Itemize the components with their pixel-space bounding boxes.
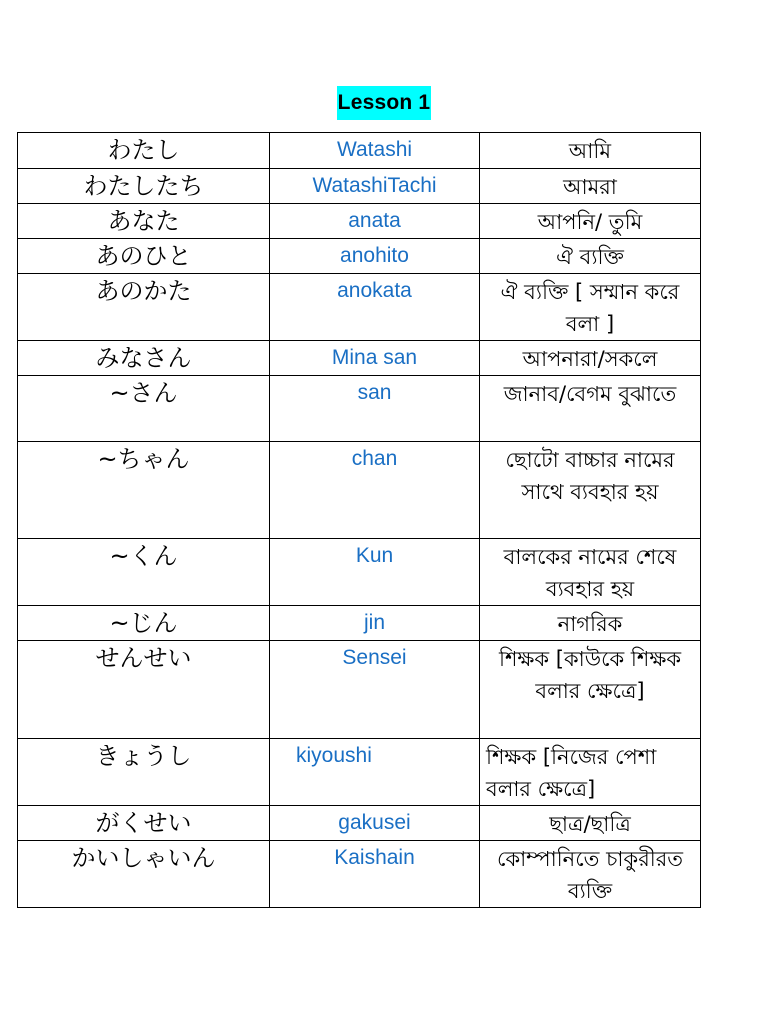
- romaji-cell: anokata: [270, 274, 480, 341]
- romaji-cell: san: [270, 376, 480, 442]
- title-wrap: [0, 86, 768, 120]
- romaji-cell: Mina san: [270, 341, 480, 376]
- bengali-cell: নাগরিক: [480, 606, 701, 641]
- table-row: [18, 806, 701, 841]
- table-row: [18, 841, 701, 908]
- romaji-cell: Watashi: [270, 133, 480, 169]
- table-row: [18, 133, 701, 169]
- table-row: [18, 341, 701, 376]
- table-row: [18, 239, 701, 274]
- japanese-cell: ~くん: [18, 539, 270, 606]
- bengali-cell: আমি: [480, 133, 701, 169]
- japanese-cell: せんせい: [18, 641, 270, 739]
- vocabulary-table: [17, 132, 701, 908]
- romaji-cell: Kun: [270, 539, 480, 606]
- japanese-cell: がくせい: [18, 806, 270, 841]
- table-row: [18, 739, 701, 806]
- bengali-cell: কোম্পানিতে চাকুরীরত ব্যক্তি: [480, 841, 701, 908]
- romaji-cell: chan: [270, 442, 480, 539]
- japanese-cell: あのひと: [18, 239, 270, 274]
- bengali-cell: শিক্ষক [কাউকে শিক্ষক বলার ক্ষেত্রে]: [480, 641, 701, 739]
- bengali-cell: শিক্ষক [নিজের পেশা বলার ক্ষেত্রে]: [480, 739, 701, 806]
- table-row: [18, 641, 701, 739]
- table-row: [18, 169, 701, 204]
- japanese-cell: わたし: [18, 133, 270, 169]
- romaji-cell: Sensei: [270, 641, 480, 739]
- bengali-cell: বালকের নামের শেষে ব্যবহার হয়: [480, 539, 701, 606]
- japanese-cell: かいしゃいん: [18, 841, 270, 908]
- table-row: [18, 606, 701, 641]
- japanese-cell: ~ちゃん: [18, 442, 270, 539]
- bengali-cell: আপনারা/সকলে: [480, 341, 701, 376]
- bengali-cell: ছোটো বাচ্চার নামের সাথে ব্যবহার হয়: [480, 442, 701, 539]
- romaji-cell: WatashiTachi: [270, 169, 480, 204]
- table-row: [18, 442, 701, 539]
- japanese-cell: わたしたち: [18, 169, 270, 204]
- table-row: [18, 274, 701, 341]
- romaji-cell: anohito: [270, 239, 480, 274]
- japanese-cell: あなた: [18, 204, 270, 239]
- japanese-cell: ~じん: [18, 606, 270, 641]
- romaji-cell: gakusei: [270, 806, 480, 841]
- japanese-cell: みなさん: [18, 341, 270, 376]
- page-title: Lesson 1: [337, 86, 432, 120]
- bengali-cell: ঐ ব্যক্তি [ সম্মান করে বলা ]: [480, 274, 701, 341]
- romaji-cell: kiyoushi: [270, 739, 480, 806]
- bengali-cell: ছাত্র/ছাত্রি: [480, 806, 701, 841]
- bengali-cell: আমরা: [480, 169, 701, 204]
- japanese-cell: きょうし: [18, 739, 270, 806]
- bengali-cell: ঐ ব্যক্তি: [480, 239, 701, 274]
- bengali-cell: আপনি/ তুমি: [480, 204, 701, 239]
- romaji-cell: jin: [270, 606, 480, 641]
- romaji-cell: anata: [270, 204, 480, 239]
- japanese-cell: あのかた: [18, 274, 270, 341]
- bengali-cell: জানাব/বেগম বুঝাতে: [480, 376, 701, 442]
- table-row: [18, 539, 701, 606]
- japanese-cell: ~さん: [18, 376, 270, 442]
- table-row: [18, 204, 701, 239]
- table-row: [18, 376, 701, 442]
- romaji-cell: Kaishain: [270, 841, 480, 908]
